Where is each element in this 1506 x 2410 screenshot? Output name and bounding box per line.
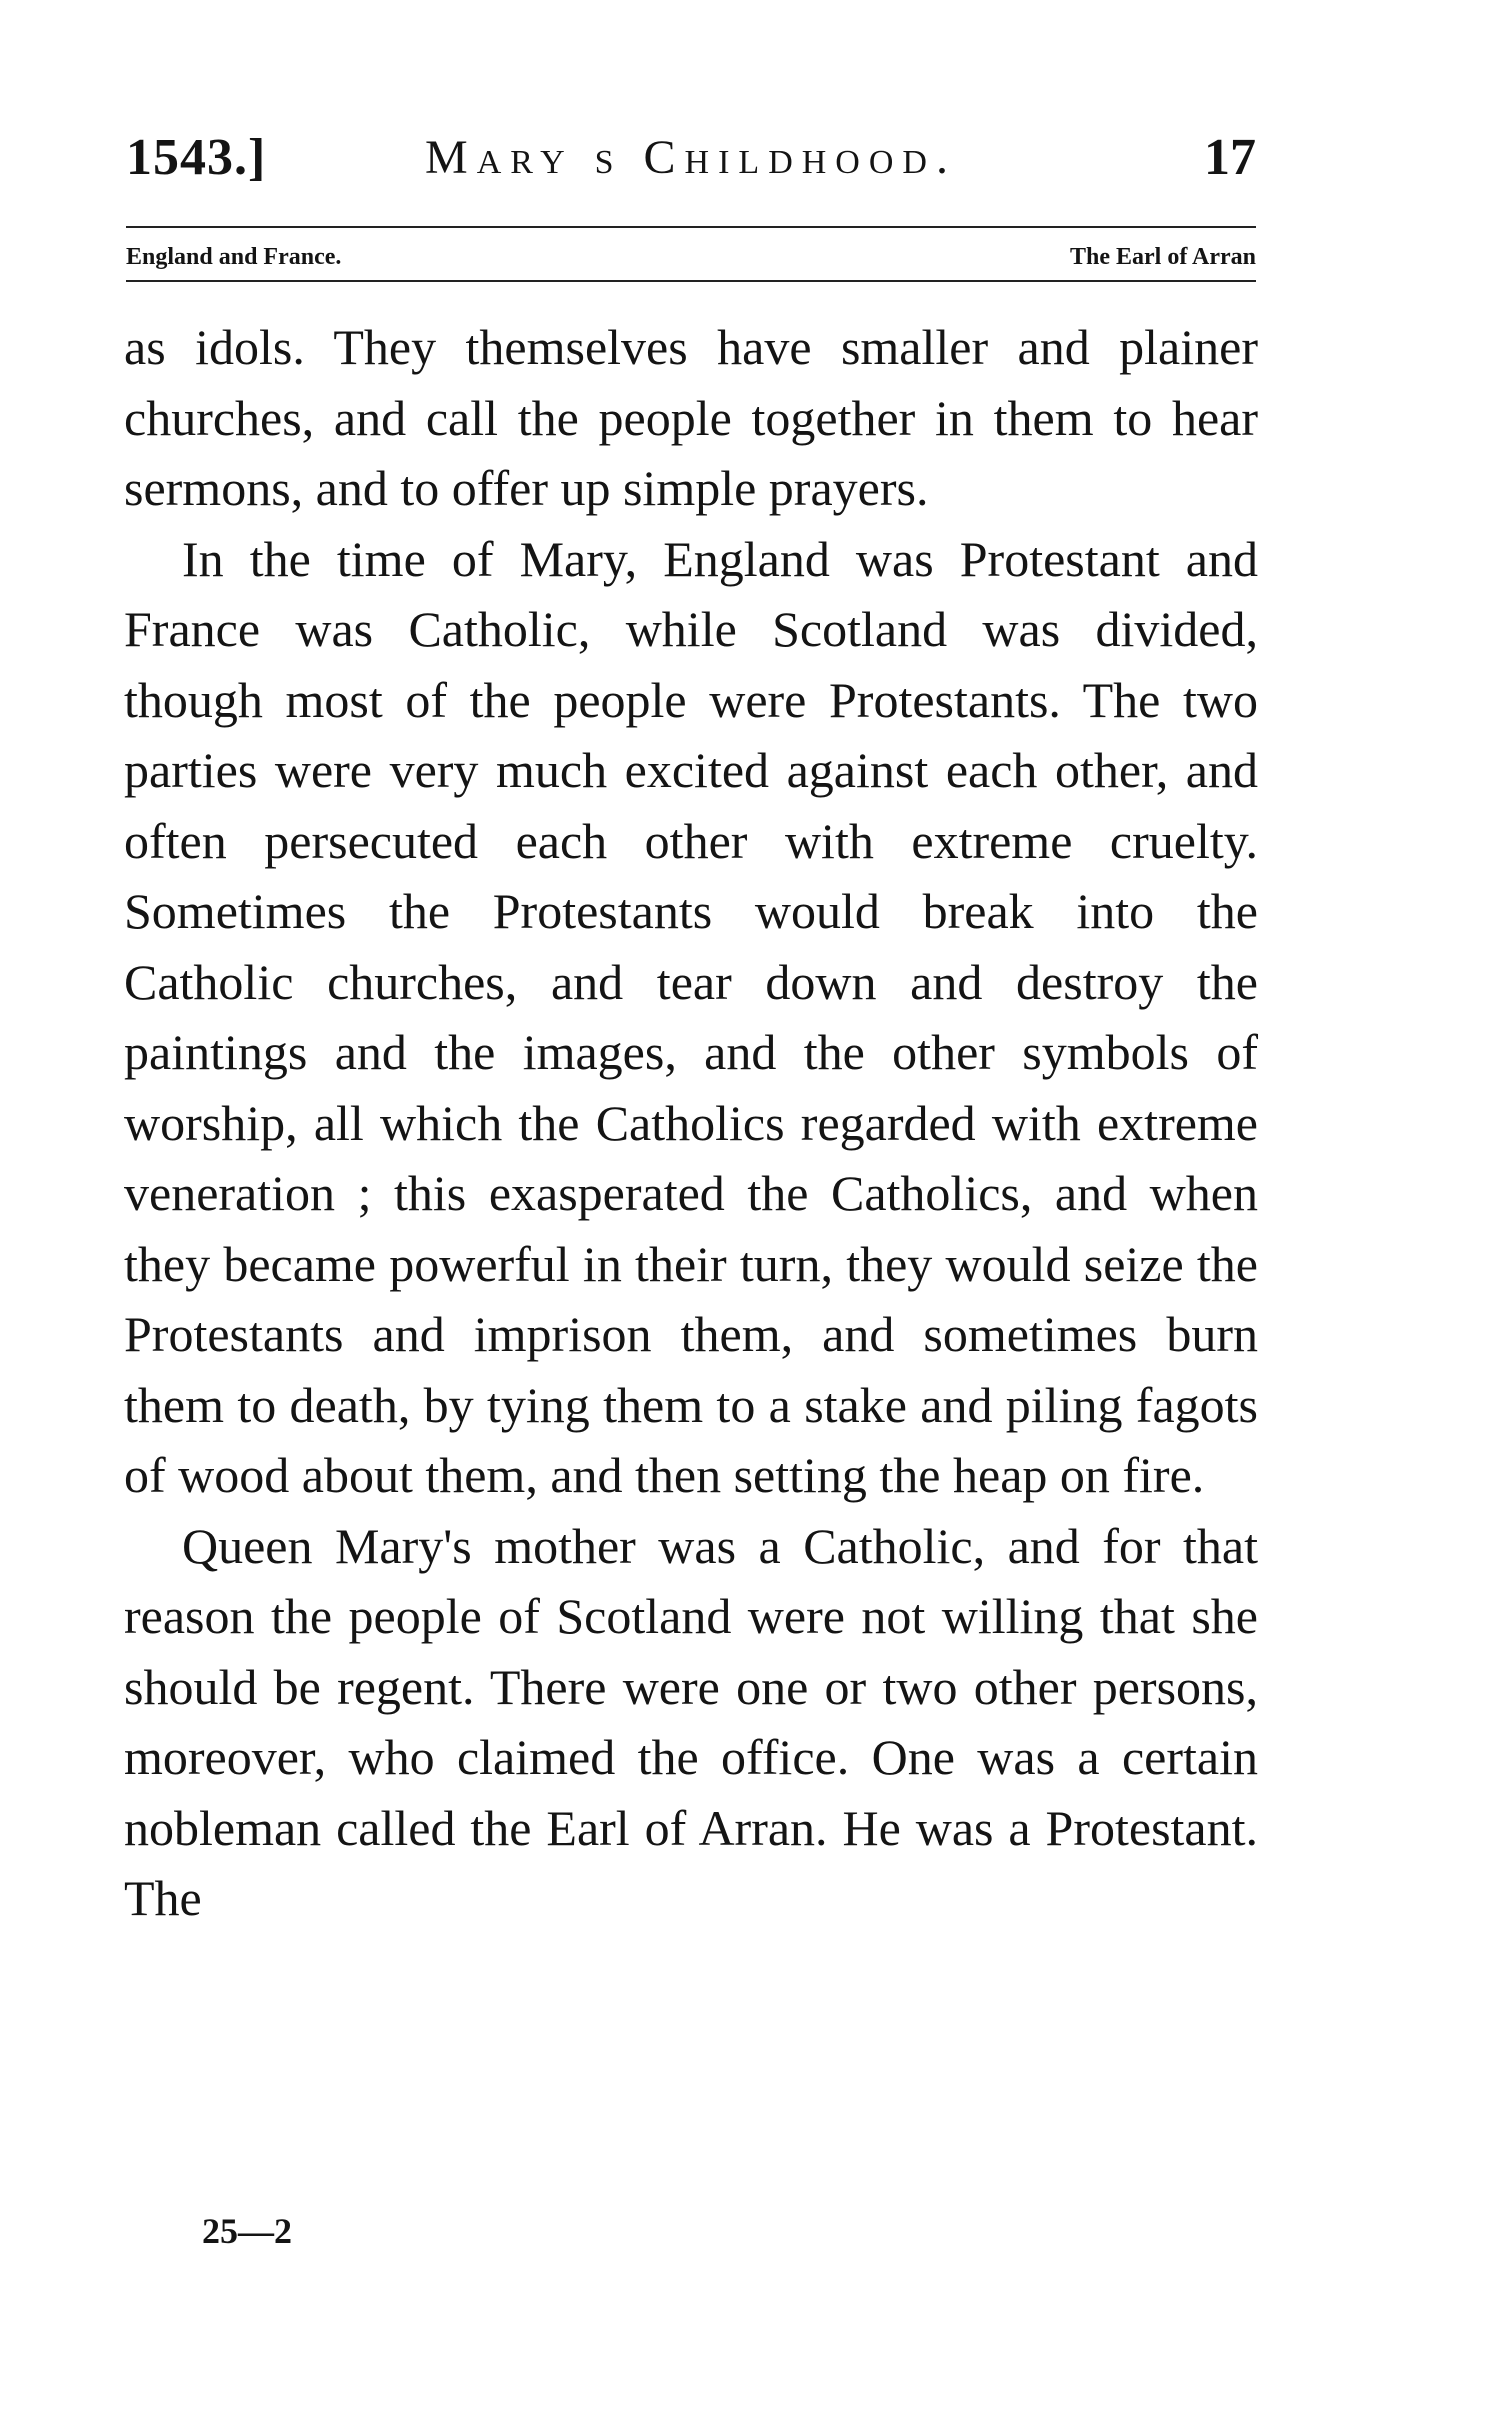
paragraph-protestant-catholic: In the time of Mary, England was Protestant and France was Catholic, while Scotland was divided, though most of the people were Protestants. The two parties were very much excited against each other, and often persecuted each other with extreme cruelty. Sometimes the Protestants would break into the Catholic churches, and tear down and destroy the paintings and the images, and the other symbols of worship, all which the Catholics regarded with extreme veneration ; this exasperated the Catholics, and when they became powerful in their turn, they would seize the Protestants and imprison them, and sometimes burn them to death, by tying them to a stake and piling fagots of wood about them, and then setting the heap on fire.: [124, 530, 1258, 1503]
page-number: 17: [1204, 129, 1256, 186]
paragraph-queen-mary-mother: Queen Mary's mother was a Catholic, and for that reason the people of Scotland were not willing that she should be regent. There were one or two other persons, moreover, who claimed the office. One was a certain nobleman called the Earl of Arran. He was a Protestant. The: [124, 1517, 1258, 1926]
signature-mark: 25—2: [202, 2211, 292, 2251]
marginal-note-left: England and France.: [126, 244, 342, 270]
body-text: [124, 312, 1258, 1934]
marginal-note-right: The Earl of Arran: [1070, 244, 1256, 270]
header-rule-top: [126, 226, 1256, 228]
header-year: 1543.]: [126, 129, 267, 186]
header-rule-bottom: [126, 280, 1256, 282]
paragraph-continued: as idols. They themselves have smaller and plainer churches, and call the people together in them to hear sermons, and to offer up simple prayers.: [124, 319, 1258, 516]
running-head: [126, 128, 1256, 198]
header-title: Mary s Childhood.: [425, 131, 957, 184]
